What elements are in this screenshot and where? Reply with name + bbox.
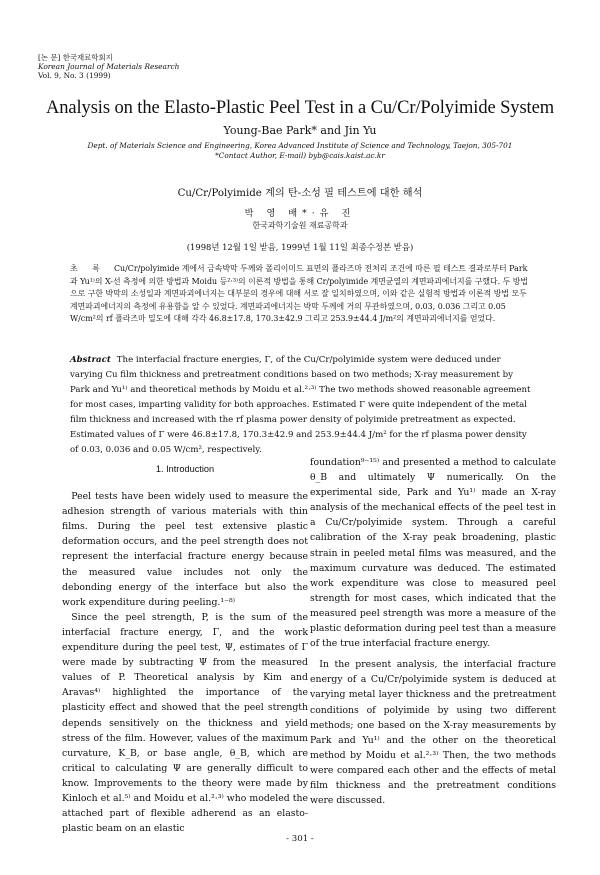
korean-institution: 한국과학기술원 재료공학과 xyxy=(252,221,348,230)
paper-title: Analysis on the Elasto-Plastic Peel Test in a Cu/Cr/Polyimide System xyxy=(46,98,554,118)
korean-abstract-text: Cu/Cr/polyimide 계에서 금속박막 두께와 폴리이미드 표면의 플라즈마 전처리 조건에 따른 필 테스트 결과로부터 Park과 Yu¹⁾의 X-선 측정에 의한 방법과 Moidu 등²·³⁾의 이론적 방법을 통해 Cr/polyimide 계면균열의 계면파괴에너지를 구했다. 두 방법으로 구한 박막의 소성일과 계면파괴에너지는 대부분의 경우에 대해 서로 잘 일치하였으며, 이와 같은 실험적 방법과 이론적 방법 모두 계면파괴에너지의 측정에 유용함을 알 수 있었다. 계면파괴에너지는 박막 두께에 거의 무관하였으며, 0.03, 0.036 그리고 0.05 W/cm²의 rf 플라즈마 밀도에 대해 각각 46.8±17.8, 170.3±42.9 그리고 253.9±44.4 J/m²의 계면파괴에너지를 얻었다. xyxy=(70,264,529,324)
abstract-label: Abstract xyxy=(70,355,111,365)
journal-header xyxy=(38,53,179,80)
abstract-text: The interfacial fracture energies, Γ, of the Cu/Cr/polyimide system were deduced under varying Cu film thickness and pretreatment conditions based on two methods; X-ray measurement by Park and Yu¹⁾ and theoretical methods by Moidu et al.²·³⁾ The two methods showed reasonable agreement for most cases, imparting validity for both approaches. Estimated Γ were quite independent of the metal film thickness and increased with the rf plasma power density of polyimide pretreatment as expected. Estimated values of Γ were 46.8±17.8, 170.3±42.9 and 253.9±44.4 J/m² for the rf plasma power density of 0.03, 0.036 and 0.05 W/cm², respectively. xyxy=(70,355,531,455)
journal-line-1: [논 문] 한국재료학회지 xyxy=(38,53,113,62)
right-paragraph-2: In the present analysis, the interfacial fracture energy of a Cu/Cr/polyimide system is deduced at varying metal layer thickness and the pretreatment conditions of polyimide by using two different methods; one based on the X-ray measurements by Park and Yu¹⁾ and the other on the theoretical method by Moidu et al.²·³⁾ Then, the two methods were compared each other and the effects of metal film thickness and the pretreatment conditions were discussed. xyxy=(310,659,556,807)
paper-authors: Young-Bae Park* and Jin Yu xyxy=(223,124,377,137)
right-column xyxy=(310,455,556,808)
contact-email: *Contact Author, E-mail) byb@cais.kaist.ac.kr xyxy=(215,151,385,160)
affiliation-block xyxy=(0,141,600,161)
korean-abstract-label: 초 록 xyxy=(70,264,106,273)
journal-line-2: Korean Journal of Materials Research xyxy=(38,62,180,71)
section-heading: 1. Introduction xyxy=(155,464,215,474)
korean-abstract xyxy=(70,263,533,326)
left-paragraph-2: Since the peel strength, P, is the sum of the interfacial fracture energy, Γ, and the work expenditure during the peel test, Ψ, estimates of Γ were made by subtracting Ψ from the measured values of P. Theoretical analysis by Kim and Aravas⁴⁾ highlighted the importance of the plasticity effect and showed that the peel strength depends sensitively on the thickness and yield stress of the film. However, values of the maximum curvature, K_B, or base angle, θ_B, which are critical to calculating Ψ are generally difficult to know. Improvements to the theory were made by Kinloch et al.⁵⁾ and Moidu et al.²·³⁾ who modeled the attached part of flexible adherend as an elasto-plastic beam on an elastic xyxy=(62,611,308,835)
left-column xyxy=(62,460,308,836)
korean-authors: 박 영 배*·유 진 xyxy=(244,208,356,219)
english-abstract xyxy=(70,353,533,458)
korean-title: Cu/Cr/Polyimide 계의 탄-소성 필 테스트에 대한 해석 xyxy=(177,188,423,199)
right-paragraph-1: foundation⁹⁻¹⁵⁾ and presented a method to calculate θ_B and ultimately Ψ numerically. On the experimental side, Park and Yu¹⁾ made an X-ray analysis of the mechanical effects of the peel test in a Cu/Cr/polyimide system. Through a careful calibration of the X-ray peak broadening, plastic strain in peeled metal films was measured, and the maximum curvature was deduced. The estimated work expenditure was close to measured peel strength for most cases, which indicated that the measured peel strength was more a measure of the plastic deformation during peel test than a measure of the true interfacial fracture energy. xyxy=(310,457,556,650)
received-dates: (1998년 12월 1일 받음, 1999년 1월 11일 최종수정본 받음) xyxy=(186,242,414,252)
page-number: - 301 - xyxy=(286,834,314,844)
left-paragraph-1: Peel tests have been widely used to measure the adhesion strength of various materials with thin films. During the peel test extensive plastic deformation occurs, and the peel strength does not represent the interfacial fracture energy because the measured value includes not only the debonding energy of the interface but also the work expenditure during peeling.¹⁻⁸⁾ xyxy=(62,491,308,608)
affiliation: Dept. of Materials Science and Engineering, Korea Advanced Institute of Science and Technology, Taejon, 305-701 xyxy=(87,141,513,150)
journal-line-3: Vol. 9, No. 3 (1999) xyxy=(38,71,111,80)
